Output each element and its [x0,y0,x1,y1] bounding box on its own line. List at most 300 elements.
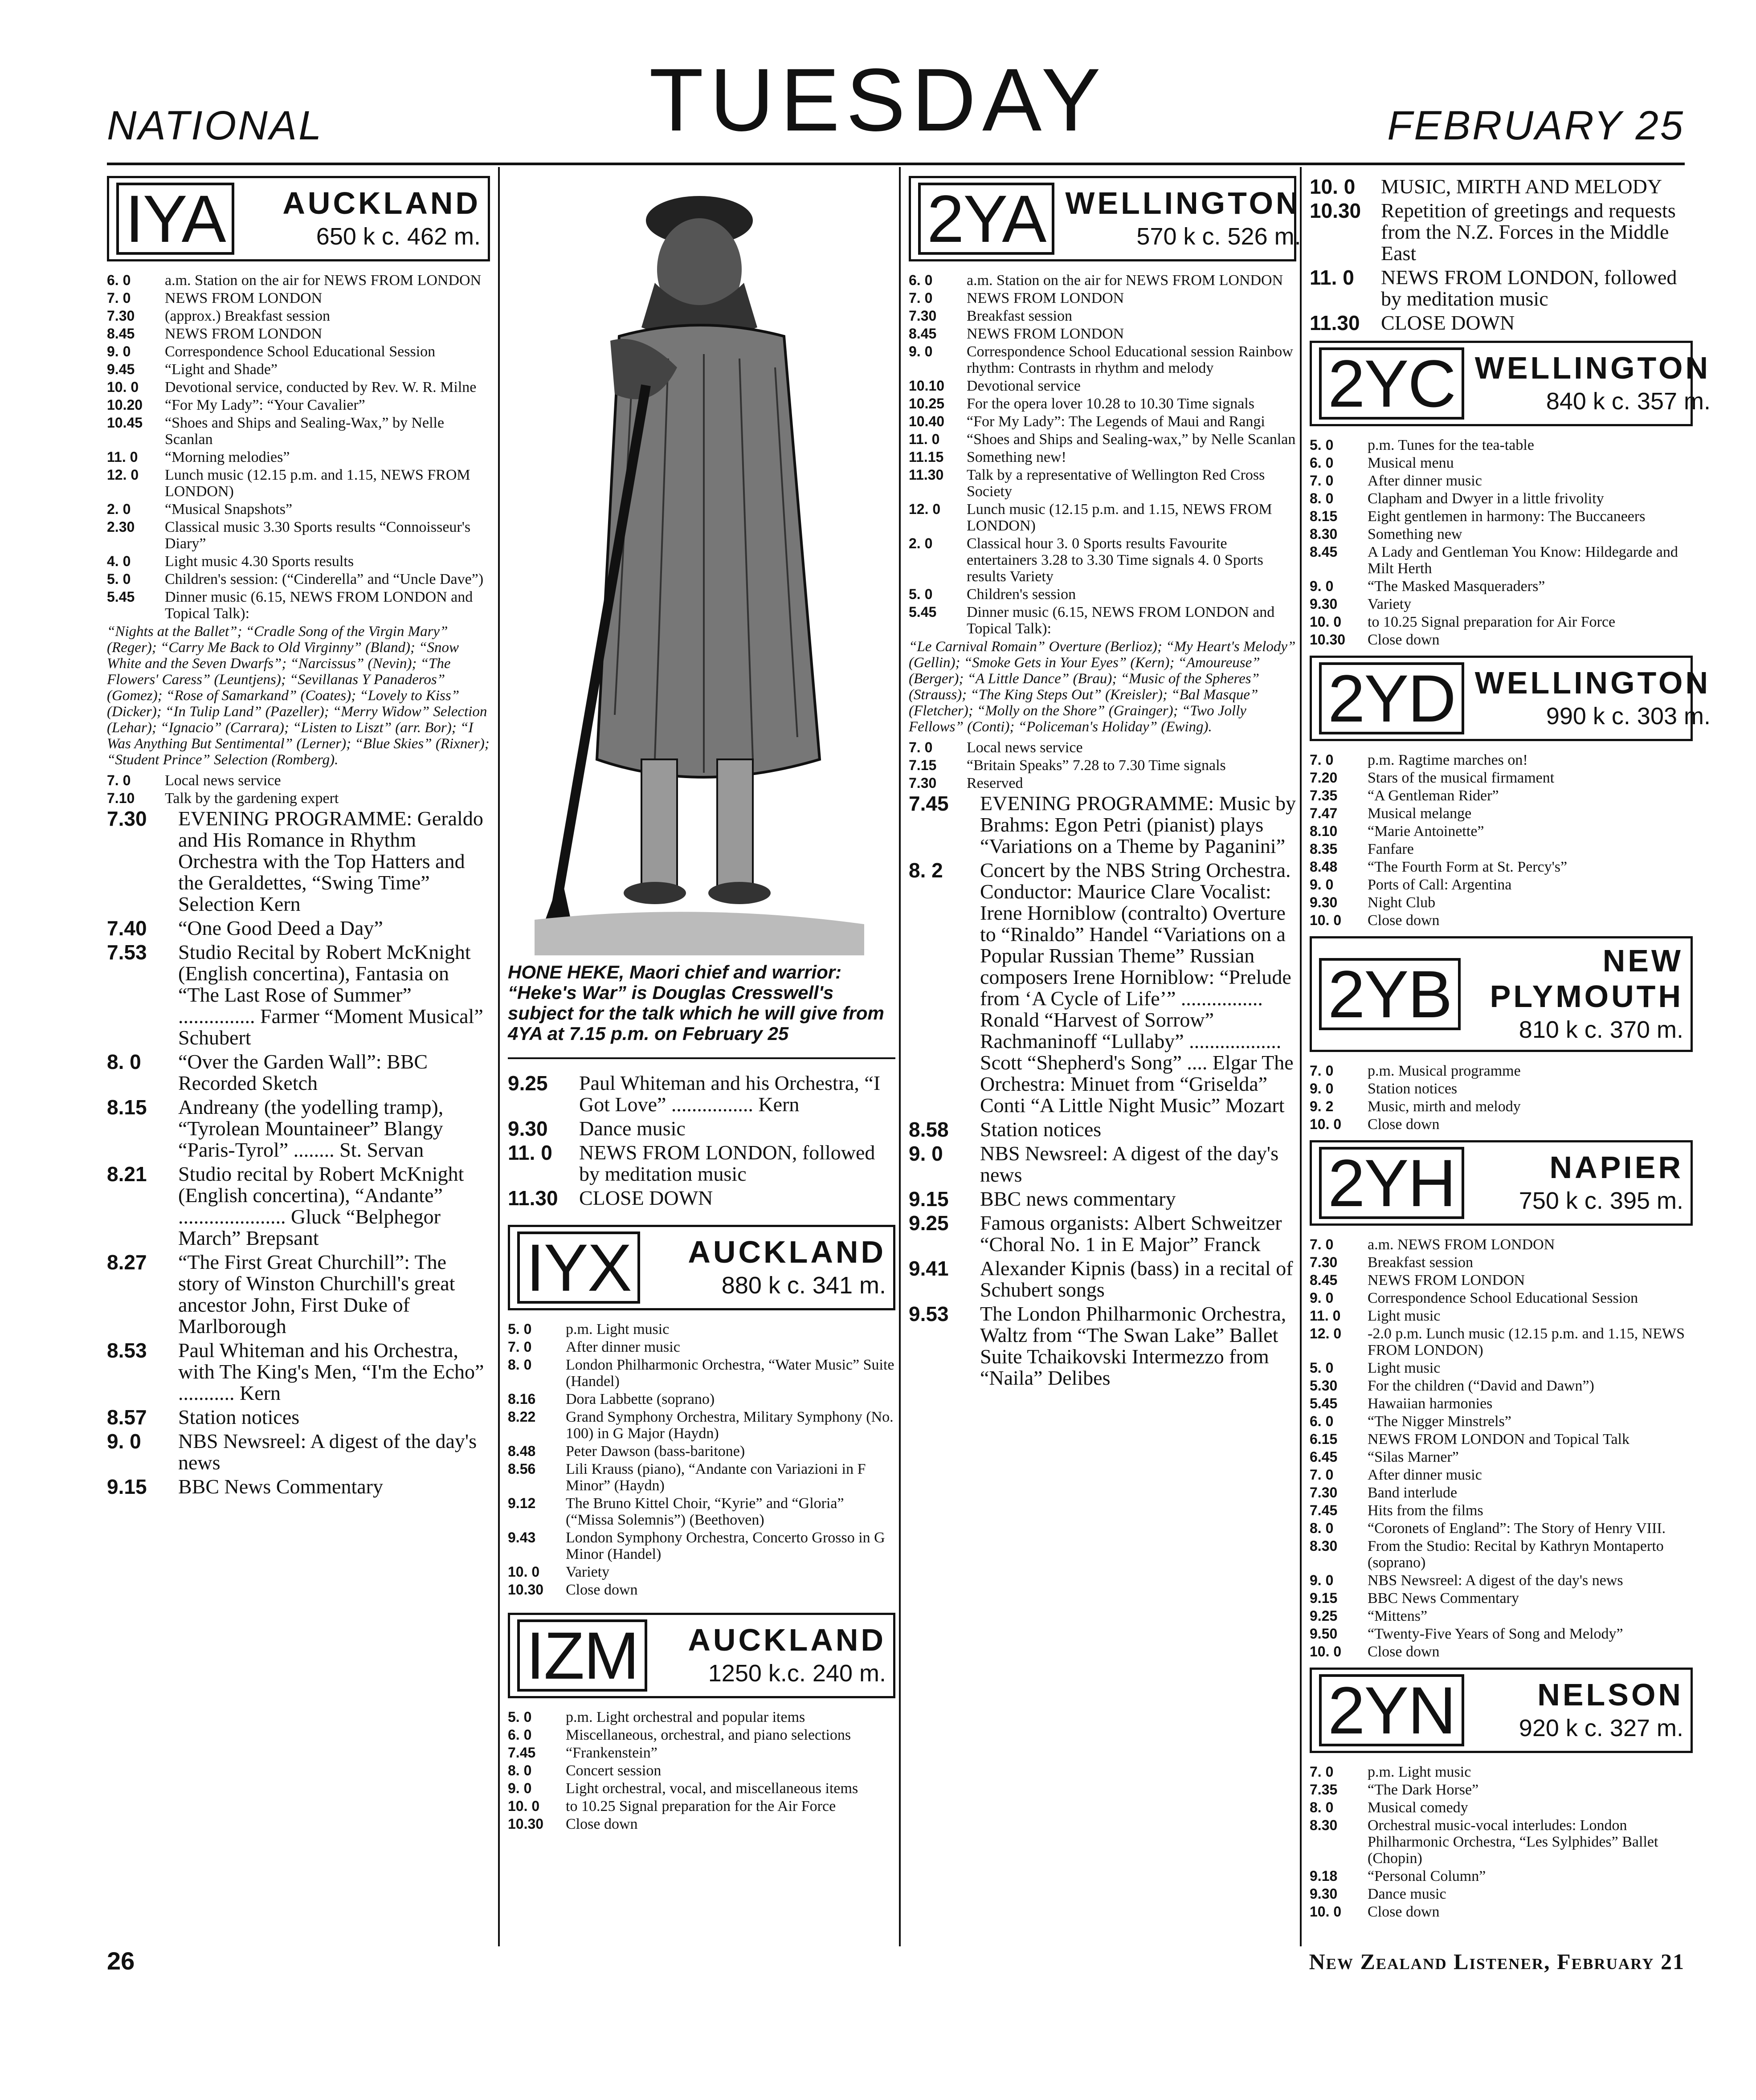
programme-time: 8. 0 [107,1050,141,1073]
programme-list-1ya-evening [107,808,490,1497]
programme-description: The Bruno Kittel Choir, “Kyrie” and “Gloria” (“Missa Solemnis”) (Beethoven) [566,1495,844,1528]
programme-time: 8.45 [1310,544,1338,560]
programme-entry [1310,596,1693,612]
programme-description: p.m. Musical programme [1368,1063,1521,1079]
programme-list-1yx [508,1321,895,1598]
programme-time: 7.30 [909,308,937,324]
programme-description: “A Gentleman Rider” [1368,787,1499,804]
programme-time: 11. 0 [909,431,940,447]
programme-entry [1310,437,1693,453]
programme-entry [1310,1449,1693,1465]
programme-entry [508,1582,895,1598]
programme-time: 8.30 [1310,1538,1338,1554]
programme-description: Correspondence School Educational session Rainbow rhythm: Contrasts in rhythm and melody [967,343,1293,376]
programme-description: p.m. Ragtime marches on! [1368,752,1528,768]
programme-list-2yn [1310,1764,1693,1920]
programme-description: “The First Great Churchill”: The story of Winston Churchill's great ancestor John, First Duke of Marlborough [178,1251,455,1337]
illustration-caption: HONE HEKE, Maori chief and warrior: “Heke's War” is Douglas Cresswell's subject for the talk which he will give from 4YA at 7.15 p.m. on February 25 [508,962,884,1044]
programme-time: 9.30 [1310,894,1338,910]
programme-description: London Philharmonic Orchestra, “Water Music” Suite (Handel) [566,1357,894,1390]
programme-description: p.m. Light music [566,1321,670,1337]
programme-entry [107,917,490,939]
programme-time: 7.35 [1310,787,1338,803]
programme-time: 10.45 [107,415,143,431]
programme-entry [909,396,1296,412]
programme-time: 10. 0 [107,379,139,395]
programme-entry [1310,841,1693,857]
programme-entry [107,1252,490,1337]
programme-entry [1310,1360,1693,1376]
programme-list-2yh [1310,1236,1693,1660]
programme-list-1zm [508,1709,895,1832]
programme-time: 10. 0 [1310,1643,1342,1660]
station-call-sign: 2YB [1319,958,1461,1030]
programme-time: 10.40 [909,413,945,429]
section-label: NATIONAL [107,103,323,148]
programme-description: a.m. Station on the air for NEWS FROM LONDON [165,272,482,289]
programme-entry [1310,200,1693,264]
programme-description: NEWS FROM LONDON [1368,1272,1525,1289]
programme-entry [909,1212,1296,1255]
programme-time: 5. 0 [508,1321,532,1337]
programme-description: Musical menu [1368,455,1454,471]
programme-description: Close down [1368,1904,1440,1920]
programme-time: 11.30 [508,1187,558,1210]
programme-time: 8. 0 [508,1357,532,1373]
programme-entry [909,1119,1296,1140]
station-city: NAPIER [1549,1150,1683,1185]
programme-entry [1310,1325,1693,1358]
programme-description: Ports of Call: Argentina [1368,877,1512,893]
programme-time: 9.30 [1310,596,1338,612]
programme-entry [1310,752,1693,768]
programme-time: 10. 0 [508,1798,540,1814]
programme-time: 6. 0 [1310,1413,1334,1429]
programme-description: Reserved [967,775,1023,791]
programme-time: 11. 0 [1310,266,1354,289]
station-frequency: 750 k c. 395 m. [1519,1187,1683,1214]
station-header-1zm [508,1613,895,1698]
dinner-music-list: “Nights at the Ballet”; “Cradle Song of the Virgin Mary” (Reger); “Carry Me Back to Old Virginny” (Bland); “Snow White and the Seven Dwarfs”; “Narcissus” (Nevin); “The Flowers' Caress” (Leuntjens); “Sevillanas Y Panaderos” (Gomez); “Rose of Samarkand” (Coates); “Lovely to Kiss” (Dicker); “In Tulip Land” (Pazeller); “Merry Widow” Selection (Lehar); “Ignacio” (Carrara); “Listen to Liszt” (arr. Bor); “I Was Anything But Sentimental” (Lerner); “Blue Skies” (Rixner); “Student Prince” Selection (Romberg). [107,624,490,768]
programme-time: 5.45 [107,589,135,605]
programme-entry [1310,1254,1693,1271]
programme-description: “Personal Column” [1368,1868,1486,1884]
programme-description: “Musical Snapshots” [165,501,293,518]
programme-time: 6. 0 [508,1727,532,1743]
programme-entry [1310,1643,1693,1660]
programme-entry [508,1780,895,1797]
programme-description: Grand Symphony Orchestra, Military Symphony (No. 100) in G Major (Haydn) [566,1409,894,1442]
programme-entry [508,1339,895,1355]
publication-footer: New Zealand Listener, February 21 [1309,1949,1685,1974]
programme-entry [508,1321,895,1337]
programme-description: Close down [1368,1643,1440,1660]
station-call-sign: 2YD [1319,662,1464,734]
programme-entry [1310,787,1693,804]
programme-time: 8.35 [1310,841,1338,857]
programme-entry [1310,1502,1693,1519]
programme-time: 9.15 [1310,1590,1338,1606]
programme-description: For the opera lover 10.28 to 10.30 Time signals [967,396,1254,412]
station-call-sign: 2YH [1319,1147,1464,1219]
programme-entry [508,1118,895,1139]
programme-entry [107,519,490,552]
programme-entry [1310,1608,1693,1624]
programme-description: Breakfast session [967,308,1073,324]
programme-entry [508,1564,895,1580]
programme-description: Close down [566,1582,638,1598]
programme-description: Band interlude [1368,1484,1458,1501]
programme-description: Talk by the gardening expert [165,790,339,807]
programme-description: Paul Whiteman and his Orchestra, with The King's Men, “I'm the Echo” ........... Kern [178,1339,484,1404]
programme-description: Dance music [579,1117,686,1140]
programme-description: Something new! [967,449,1066,465]
programme-time: 7.47 [1310,805,1338,821]
programme-time: 11. 0 [107,449,138,465]
programme-description: “Frankenstein” [566,1745,657,1761]
programme-description: “Britain Speaks” 7.28 to 7.30 Time signals [967,757,1226,774]
programme-time: 7. 0 [1310,1467,1334,1483]
column-divider [1300,167,1302,1946]
programme-time: 10. 0 [1310,614,1342,630]
programme-time: 9.15 [909,1187,949,1211]
programme-description: NBS Newsreel: A digest of the day's news [980,1142,1279,1186]
station-header-2yh [1310,1140,1693,1226]
column-2 [508,176,895,1931]
programme-description: NEWS FROM LONDON [967,290,1124,306]
programme-time: 10. 0 [1310,1116,1342,1132]
programme-time: 9.25 [909,1211,949,1235]
programme-entry [508,1709,895,1725]
programme-time: 5. 0 [107,571,131,587]
programme-time: 9. 0 [1310,877,1334,893]
programme-entry [1310,578,1693,595]
programme-entry [107,772,490,789]
programme-time: 7.30 [1310,1254,1338,1270]
programme-time: 10.25 [909,396,945,412]
programme-entry [508,1187,895,1209]
programme-entry [508,1391,895,1407]
programme-time: 8. 0 [1310,1520,1334,1536]
programme-entry [107,1097,490,1161]
programme-entry [1310,1116,1693,1133]
programme-description: a.m. Station on the air for NEWS FROM LONDON [967,272,1283,289]
programme-description: “Coronets of England”: The Story of Henry VIII. [1368,1520,1666,1537]
programme-entry [909,413,1296,430]
programme-time: 9.18 [1310,1868,1338,1884]
programme-description: Variety [566,1564,610,1580]
programme-description: Lunch music (12.15 p.m. and 1.15, NEWS FROM LONDON) [165,467,470,500]
programme-time: 8.16 [508,1391,536,1407]
programme-time: 10. 0 [1310,175,1356,198]
programme-time: 10.30 [508,1816,544,1832]
programme-description: “The Dark Horse” [1368,1782,1479,1798]
programme-time: 7.10 [107,790,135,806]
programme-entry [909,272,1296,289]
programme-description: Light orchestral, vocal, and miscellaneous items [566,1780,858,1797]
programme-entry [909,1303,1296,1389]
station-frequency: 650 k c. 462 m. [316,223,481,250]
programme-description: EVENING PROGRAMME: Geraldo and His Romance in Rhythm Orchestra with the Top Hatters and the Geraldettes, “Swing Time” Selection Kern [178,807,483,915]
programme-entry [1310,1063,1693,1079]
programme-entry [107,553,490,570]
programme-entry [909,1188,1296,1210]
programme-list-1ya-morning [107,272,490,622]
programme-description: After dinner music [566,1339,680,1355]
programme-entry [1310,1467,1693,1483]
programme-description: A Lady and Gentleman You Know: Hildegarde and Milt Herth [1368,544,1678,577]
page-number: 26 [107,1947,135,1975]
programme-entry [909,793,1296,857]
programme-description: “The Fourth Form at St. Percy's” [1368,859,1568,875]
programme-description: Studio recital by Robert McKnight (English concertina), “Andante” ..................... Gluck “Belphegor March” Brepsant [178,1162,464,1249]
programme-entry [1310,1904,1693,1920]
programme-time: 7.45 [909,792,949,815]
station-header-2ya [909,176,1301,261]
station-city: NELSON [1537,1677,1683,1712]
programme-time: 9. 0 [1310,1572,1334,1588]
programme-entry [1310,312,1693,334]
programme-time: 6. 0 [107,272,131,288]
station-call-sign: IYX [517,1231,640,1304]
programme-time: 9.50 [1310,1626,1338,1642]
programme-description: Miscellaneous, orchestral, and piano selections [566,1727,851,1743]
programme-entry [107,467,490,500]
programme-entry [909,343,1296,376]
station-city: WELLINGTON [1474,665,1711,700]
programme-entry [107,1476,490,1497]
hone-heke-illustration [508,180,895,955]
programme-entry [909,860,1296,1116]
station-frequency: 990 k c. 303 m. [1546,703,1711,730]
programme-time: 4. 0 [107,553,131,569]
section-divider [508,1057,895,1059]
programme-description: “Morning melodies” [165,449,290,465]
programme-time: 9.12 [508,1495,536,1511]
programme-description: NEWS FROM LONDON [165,290,323,306]
programme-description: Breakfast session [1368,1254,1474,1271]
programme-description: Repetition of greetings and requests from the N.Z. Forces in the Middle East [1381,199,1676,265]
programme-time: 10.20 [107,397,143,413]
programme-time: 11.30 [909,467,944,483]
programme-entry [107,942,490,1048]
programme-description: Children's session: (“Cinderella” and “Uncle Dave”) [165,571,484,587]
programme-entry [107,415,490,448]
programme-entry [508,1762,895,1779]
programme-description: Concert session [566,1762,662,1779]
programme-entry [508,1443,895,1460]
programme-description: BBC News Commentary [1368,1590,1519,1607]
programme-list-2ya-early-evening [909,739,1296,791]
programme-entry [1310,1782,1693,1798]
column-1 [107,176,490,1931]
programme-description: Station notices [178,1406,300,1428]
programme-entry [107,449,490,465]
programme-entry [508,1816,895,1832]
programme-time: 8.10 [1310,823,1338,839]
column-3 [909,176,1301,1931]
programme-description: Hits from the films [1368,1502,1483,1519]
programme-time: 9. 0 [1310,1081,1334,1097]
programme-entry [1310,455,1693,471]
programme-entry [1310,1378,1693,1394]
programme-time: 8.22 [508,1409,536,1425]
programme-time: 9.30 [1310,1886,1338,1902]
programme-description: Correspondence School Educational Session [165,343,436,360]
programme-description: Station notices [1368,1081,1458,1097]
programme-time: 8.56 [508,1461,536,1477]
programme-description: Clapham and Dwyer in a little frivolity [1368,490,1604,507]
programme-time: 6. 0 [909,272,933,288]
programme-time: 8.58 [909,1118,949,1141]
programme-description: For the children (“David and Dawn”) [1368,1378,1594,1394]
programme-entry [508,1409,895,1442]
programme-time: 2. 0 [107,501,131,517]
station-call-sign: 2YN [1319,1674,1464,1746]
programme-time: 9. 0 [1310,578,1334,594]
programme-entry [1310,1590,1693,1607]
programme-description: Classical hour 3. 0 Sports results Favourite entertainers 3.28 to 3.30 Time signals 4. 0 Sports results Variety [967,535,1263,585]
programme-entry [1310,632,1693,648]
programme-time: 7.45 [1310,1502,1338,1518]
programme-entry [1310,1081,1693,1097]
programme-description: Close down [1368,1116,1440,1133]
station-call-sign: 2YA [918,183,1054,255]
programme-entry [107,571,490,587]
programme-time: 9. 0 [508,1780,532,1796]
programme-time: 5.30 [1310,1378,1338,1394]
programme-time: 8.48 [508,1443,536,1459]
programme-entry [107,790,490,807]
programme-description: -2.0 p.m. Lunch music (12.15 p.m. and 1.15, NEWS FROM LONDON) [1368,1325,1685,1358]
station-header-1ya [107,176,490,261]
programme-time: 9. 0 [107,1430,141,1453]
programme-description: Concert by the NBS String Orchestra. Conductor: Maurice Clare Vocalist: Irene Horniblow (contralto) Overture to “Rinaldo” Handel “Variations on a Popular Russian Theme” Russian composers Irene Horniblow: “Prelude from ‘A Cycle of Life’” ................ Ronald “Harvest of Sorrow” Rachmaninoff “Lullaby” .................. Scott “Shepherd's Song” .... Elgar The Orchestra: Minuet from “Griselda” Conti “A Little Night Music” Mozart [980,859,1294,1117]
programme-entry [107,501,490,518]
programme-description: Light music [1368,1360,1441,1376]
programme-entry [909,604,1296,637]
station-frequency: 810 k c. 370 m. [1519,1016,1683,1043]
programme-description: Light music [1368,1308,1441,1324]
programme-description: Devotional service, conducted by Rev. W. R. Milne [165,379,477,396]
programme-time: 10. 0 [1310,1904,1342,1920]
programme-description: Eight gentlemen in harmony: The Buccaneers [1368,508,1646,525]
station-city: AUCKLAND [688,1235,886,1269]
station-frequency: 840 k c. 357 m. [1546,388,1711,415]
station-city: AUCKLAND [688,1623,886,1657]
programme-description: MUSIC, MIRTH AND MELODY [1381,175,1662,198]
programme-time: 9. 0 [1310,1290,1334,1306]
programme-list-2yc [1310,437,1693,648]
programme-time: 2.30 [107,519,135,535]
programme-time: 7.30 [909,775,937,791]
station-call-sign: 2YC [1319,347,1464,420]
programme-time: 9.41 [909,1257,949,1280]
programme-time: 7. 0 [107,772,131,788]
programme-entry [1310,508,1693,525]
station-city: AUCKLAND [282,186,481,220]
programme-time: 8.53 [107,1339,147,1362]
programme-description: to 10.25 Signal preparation for the Air Force [566,1798,836,1815]
header-rule [107,163,1685,165]
programme-time: 8. 2 [909,859,943,882]
programme-entry [107,808,490,915]
programme-time: 7. 0 [1310,473,1334,489]
programme-time: 9.45 [107,361,135,377]
station-header-2yd [1310,656,1711,741]
programme-time: 6.45 [1310,1449,1338,1465]
programme-time: 8.27 [107,1251,147,1274]
programme-description: p.m. Light orchestral and popular items [566,1709,805,1725]
programme-description: Dinner music (6.15, NEWS FROM LONDON and Topical Talk): [165,589,473,622]
programme-entry [909,535,1296,585]
programme-time: 7.35 [1310,1782,1338,1798]
programme-description: Talk by a representative of Wellington Red Cross Society [967,467,1265,500]
programme-time: 7. 0 [508,1339,532,1355]
programme-description: Station notices [980,1118,1102,1141]
programme-time: 10.10 [909,378,945,394]
programme-entry [909,326,1296,342]
programme-description: Peter Dawson (bass-baritone) [566,1443,745,1460]
programme-entry [508,1727,895,1743]
programme-time: 9. 0 [909,343,933,359]
programme-time: 8.15 [107,1096,147,1119]
programme-time: 5. 0 [508,1709,532,1725]
programme-entry [909,739,1296,756]
programme-time: 7. 0 [909,290,933,306]
programme-entry [508,1495,895,1528]
programme-description: Night Club [1368,894,1436,911]
programme-entry [1310,614,1693,630]
programme-entry [1310,894,1693,911]
programme-entry [107,1431,490,1473]
programme-entry [1310,1538,1693,1571]
programme-description: BBC news commentary [980,1187,1176,1210]
programme-entry [1310,823,1693,840]
programme-time: 9.30 [508,1117,548,1140]
programme-description: “Twenty-Five Years of Song and Melody” [1368,1626,1623,1642]
programme-time: 6. 0 [1310,455,1334,471]
programme-entry [107,343,490,360]
programme-entry [508,1529,895,1562]
programme-description: “Shoes and Ships and Sealing-wax,” by Nelle Scanlan [967,431,1296,448]
programme-time: 9.43 [508,1529,536,1545]
programme-time: 10.30 [1310,199,1361,222]
station-header-2yc [1310,341,1711,426]
programme-time: 8.30 [1310,1817,1338,1833]
programme-entry [1310,770,1693,786]
programme-entry [1310,877,1693,893]
programme-description: EVENING PROGRAMME: Music by Brahms: Egon Petri (pianist) plays “Variations on a Theme by Paganini” [980,792,1296,857]
programme-list-1ya-early-evening [107,772,490,807]
station-city: WELLINGTON [1065,186,1301,220]
programme-time: 7. 0 [107,290,131,306]
column-4 [1310,175,1711,1931]
station-frequency: 920 k c. 327 m. [1519,1715,1683,1741]
programme-entry [1310,1799,1693,1816]
programme-description: Lili Krauss (piano), “Andante con Variazioni in F Minor” (Haydn) [566,1461,866,1494]
programme-description: CLOSE DOWN [1381,311,1515,334]
programme-description: “For My Lady”: The Legends of Maui and Rangi [967,413,1265,430]
programme-description: NEWS FROM LONDON [967,326,1124,342]
programme-time: 9.25 [1310,1608,1338,1624]
programme-description: NEWS FROM LONDON, followed by meditation music [1381,266,1677,310]
programme-entry [1310,1764,1693,1780]
programme-description: Hawaiian harmonies [1368,1395,1493,1412]
programme-description: Dinner music (6.15, NEWS FROM LONDON and Topical Talk): [967,604,1275,637]
programme-time: 7. 0 [1310,1236,1334,1252]
programme-time: 5. 0 [1310,1360,1334,1376]
